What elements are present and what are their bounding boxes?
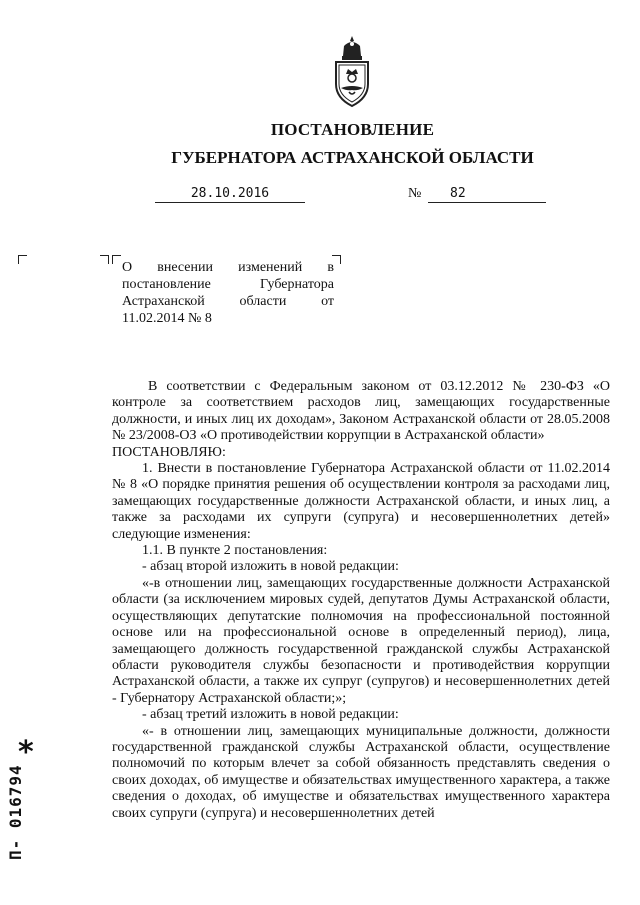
item-1-paragraph: 1. Внести в постановление Губернатора Астраханской области от 11.02.2014 № 8 «О порядке принятия решения об осуществлении контроля за расходами лиц, замещающих государственные должности Астраханской области, и иных лиц, а также за расходами их супруги (супруга) и несовершеннолетних детей» следующие изменения: <box>112 461 610 542</box>
third-paragraph-quote: «- в отношении лиц, замещающих муниципальные должности, должности государственной гражданской службы Астраханской области, осуществление полномочий по которым влечет за собой обязанность представлять сведения о своих доходах, об имуществе и обязательствах имущественного характера, а также сведения о доходах, об имуществе и обязательствах имущественного характера своих супруги (супруга) и несовершеннолетних детей <box>112 723 610 821</box>
margin-serial-code: П- 016794 <box>6 764 25 860</box>
document-issuer: ГУБЕРНАТОРА АСТРАХАНСКОЙ ОБЛАСТИ <box>171 148 534 167</box>
subject-corner-mark-left-outer <box>100 255 109 264</box>
document-subject: О внесении изменений в постановление Губернатора Астраханской области от 11.02.2014 № 8 <box>122 260 334 326</box>
coat-of-arms-emblem <box>327 34 377 110</box>
number-sign: № <box>408 186 422 201</box>
document-body <box>112 379 610 822</box>
decree-word: ПОСТАНОВЛЯЮ: <box>112 444 226 460</box>
margin-star-mark: * <box>18 735 34 770</box>
subject-corner-mark-left <box>112 255 121 264</box>
document-number: 82 <box>428 186 546 203</box>
second-paragraph-instruction: - абзац второй изложить в новой редакции: <box>142 559 399 575</box>
item-1-1-paragraph: 1.1. В пункте 2 постановления: <box>142 543 328 559</box>
document-title: ПОСТАНОВЛЕНИЕ <box>270 120 435 139</box>
second-paragraph-quote: «-в отношении лиц, замещающих государственные должности Астраханской области (за исключением мировых судей, депутатов Думы Астраханской области, осуществляющих депутатские полномочия на профессиональной постоянной основе или на профессиональной основе в определенный период), лица, замещающего должность государственной гражданской службы Астраханской области руководителя службы безопасности и противодействия коррупции Астраханской области, а также их супруг (супругов) и несовершеннолетних детей - Губернатору Астраханской области;»; <box>112 575 610 706</box>
margin-corner-mark <box>18 255 27 264</box>
intro-paragraph: В соответствии с Федеральным законом от 03.12.2012 № 230-ФЗ «О контроле за соответствием расходов лиц, замещающих государственные должности, и иных лиц их доходам», Законом Астраханской области от 28.05.2008 № 23/2008-ОЗ «О противодействии коррупции в Астраханской области» <box>112 379 610 444</box>
third-paragraph-instruction: - абзац третий изложить в новой редакции: <box>142 707 399 723</box>
document-date: 28.10.2016 <box>155 186 305 203</box>
